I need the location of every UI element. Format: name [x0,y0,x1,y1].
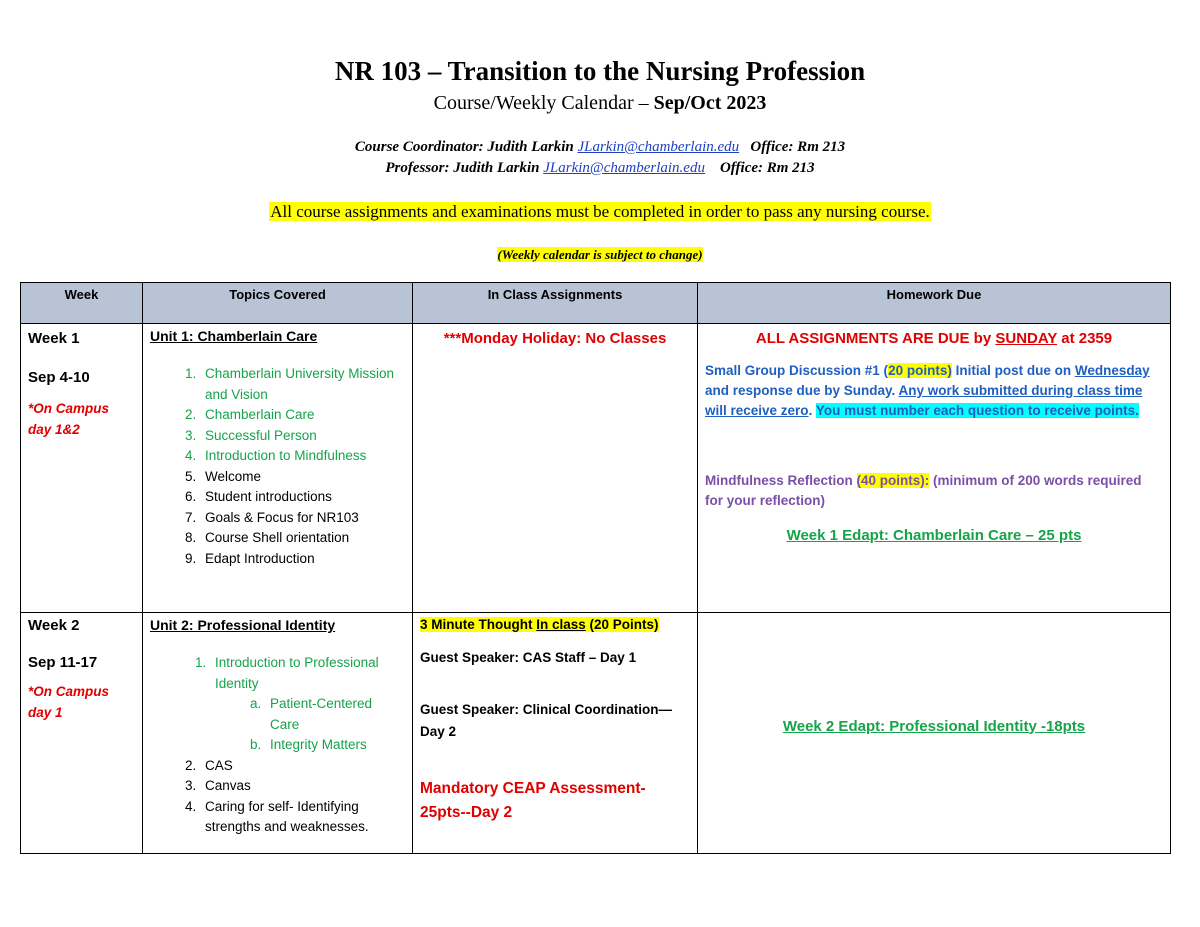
week-1-topics-cell [143,324,413,613]
week-2-in-class-cell [413,613,698,854]
list-item: 9. Edapt Introduction [200,549,405,570]
column-header-week: Week [21,283,143,324]
list-item: a. Patient-Centered Care [265,694,405,735]
week-2-topic-list-rest [150,756,405,838]
week-2-topics-cell [143,613,413,854]
list-item: 4. Caring for self- Identifying strengths and weaknesses. [200,797,405,838]
professor-label: Professor: Judith Larkin [385,160,544,176]
mind-prefix: Mindfulness Reflection [705,473,857,488]
week-2-topic-list [150,653,405,756]
list-item: 2. Chamberlain Care [200,405,405,426]
professor-email-link[interactable]: JLarkin@chamberlain.edu [543,160,705,176]
week-2-unit: Unit 2: Professional Identity [150,617,336,633]
mind-points: (40 points): [856,473,930,488]
week-2-label: Week 2 [28,617,80,634]
list-item: 3. Canvas [200,776,405,797]
week-1-cell [21,324,143,613]
week-1-in-class-cell [413,324,698,613]
column-header-topics: Topics Covered [143,283,413,324]
subtitle-dates: Sep/Oct 2023 [653,92,767,114]
coordinator-line [0,139,1200,156]
table-header-row [21,283,1171,324]
list-item: 3. Successful Person [200,426,405,447]
week-1-holiday: ***Monday Holiday: No Classes [443,330,667,347]
coordinator-label: Course Coordinator: Judith Larkin [354,139,578,155]
week-2-subtopic-list [215,694,405,756]
sgd-prefix: Small Group Discussion #1 ( [705,363,889,378]
column-header-homework: Homework Due [698,283,1171,324]
change-note-text: (Weekly calendar is subject to change) [497,247,703,262]
sgd-zero-warning: Any work submitted during class time will receive zero [705,383,1143,418]
list-item: 8. Course Shell orientation [200,528,405,549]
change-note [0,247,1200,263]
subtitle-prefix: Course/Weekly Calendar – [433,92,654,114]
week-1-topic-list [150,364,405,569]
list-item: 7. Goals & Focus for NR103 [200,508,405,529]
week-2-guest-speaker-2: Guest Speaker: Clinical Coordination—Day 2 [420,702,673,739]
week-2-dates: Sep 11-17 [28,654,98,671]
week-1-unit: Unit 1: Chamberlain Care [150,328,318,344]
list-item [210,653,405,756]
due-suffix: at 2359 [1057,330,1113,347]
course-subtitle [0,92,1200,115]
course-title: NR 103 – Transition to the Nursing Profession [334,56,866,86]
thought-suffix: (20 Points) [585,617,659,632]
week-1-dates: Sep 4-10 [28,369,90,386]
weekly-calendar-table [20,282,1171,854]
mind-suffix: (minimum of 200 words required for your reflection) [705,473,1142,508]
week-1-mindfulness-reflection [705,471,1163,511]
week-1-campus: *On Campus day 1&2 [28,401,110,437]
sgd-number-note: You must number each question to receive points. [815,403,1139,418]
coordinator-office: Office: Rm 213 [750,139,846,155]
thought-in-class: In class [536,617,586,632]
thought-prefix: 3 Minute Thought [420,617,537,632]
week-1-label: Week 1 [28,330,80,347]
week-2-guest-speaker-1: Guest Speaker: CAS Staff – Day 1 [420,650,637,665]
week-2-edapt-link[interactable]: Week 2 Edapt: Professional Identity -18pts [782,717,1086,735]
professor-office: Office: Rm 213 [719,160,815,176]
week-1-edapt-link[interactable]: Week 1 Edapt: Chamberlain Care – 25 pts [786,527,1082,544]
sgd-mid: Initial post due on [951,363,1075,378]
professor-line [0,160,1200,177]
list-item: 6. Student introductions [200,487,405,508]
completion-notice-text: All course assignments and examinations must be completed in order to pass any nursing course. [270,202,930,221]
list-item: b. Integrity Matters [265,735,405,756]
table-row-week-2 [21,613,1171,854]
week-2-campus: *On Campus day 1 [28,684,110,720]
week-2-three-minute-thought [420,617,690,632]
completion-notice [0,202,1200,222]
week-2-homework-cell [698,613,1171,854]
coordinator-email-link[interactable]: JLarkin@chamberlain.edu [577,139,740,155]
table-row-week-1 [21,324,1171,613]
week-2-cell [21,613,143,854]
due-day: SUNDAY [995,330,1058,347]
week-1-due-notice [705,330,1163,347]
list-item: 2. CAS [200,756,405,777]
due-prefix: ALL ASSIGNMENTS ARE DUE by [755,330,996,347]
topic-intro: Introduction to Professional Identity [215,655,379,691]
sgd-wednesday: Wednesday [1074,363,1150,378]
sgd-points: 20 points) [888,363,952,378]
sgd-after: and response due by Sunday. [705,383,899,398]
list-item: 4. Introduction to Mindfulness [200,446,405,467]
list-item: 1. Chamberlain University Mission and Vision [200,364,405,405]
column-header-in-class: In Class Assignments [413,283,698,324]
week-1-small-group-discussion [705,361,1163,421]
week-2-ceap-assessment: Mandatory CEAP Assessment- 25pts--Day 2 [420,780,646,821]
list-item: 5. Welcome [200,467,405,488]
sgd-period: . [808,403,816,418]
week-1-homework-cell [698,324,1171,613]
